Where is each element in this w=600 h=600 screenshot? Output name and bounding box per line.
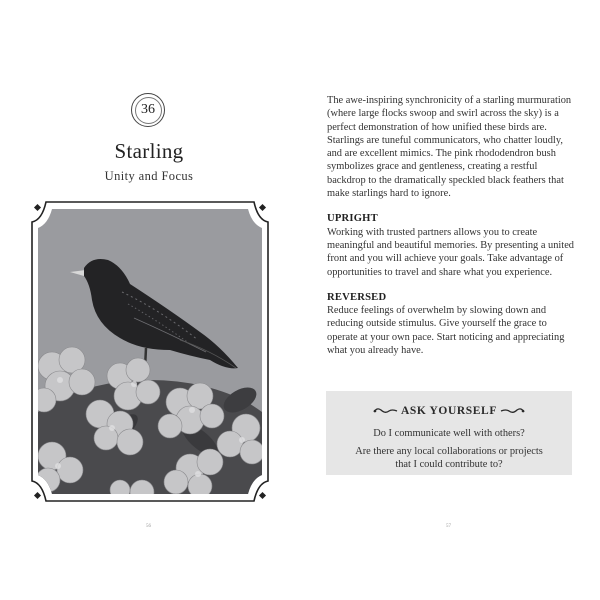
card-subtitle: Unity and Focus: [104, 169, 194, 183]
ask-yourself-header: [326, 405, 572, 417]
upright-text: Working with trusted partners allows you to create meaningful and beautiful memories. By presenting a united front and you will achieve your goals. Take advantage of opportunities to travel and share what you experience.: [327, 226, 575, 278]
ask-yourself-box: [326, 391, 572, 475]
reversed-heading: REVERSED: [327, 291, 387, 303]
page-number-right: 57: [446, 524, 451, 529]
card-number: 36: [141, 102, 155, 117]
card-description: [327, 94, 577, 357]
flourish-right-icon: [500, 406, 526, 416]
question-1: Do I communicate well with others?: [373, 428, 525, 439]
card-number-badge: [131, 93, 165, 127]
upright-heading: UPRIGHT: [327, 213, 378, 225]
page-number-left: 56: [146, 524, 151, 529]
intro-paragraph: The awe-inspiring synchronicity of a starling murmuration (where large flocks swoop and swirl across the sky) is a perfect demonstration of how unified these birds are. Starlings are tuneful communicators, who chatter loudly, and are excellent mimics. The pink rhododendron bush symbolizes grace and gentleness, creating a restful backdrop to the dramatically speckled black feathers that make starlings hard to ignore.: [327, 95, 572, 200]
starling-illustration: [30, 200, 270, 503]
card-illustration-frame: [30, 200, 270, 503]
reversed-text: Reduce feelings of overwhelm by slowing down and reducing outside stimulus. Give yourself the grace to operate at your own pace. Start noticing and appreciating what you already have.: [327, 305, 565, 357]
flourish-left-icon: [372, 406, 398, 416]
ask-yourself-heading: ASK YOURSELF: [401, 405, 497, 417]
question-2: Are there any local collaborations or projects that I could contribute to?: [355, 446, 543, 470]
card-title: Starling: [114, 139, 184, 163]
